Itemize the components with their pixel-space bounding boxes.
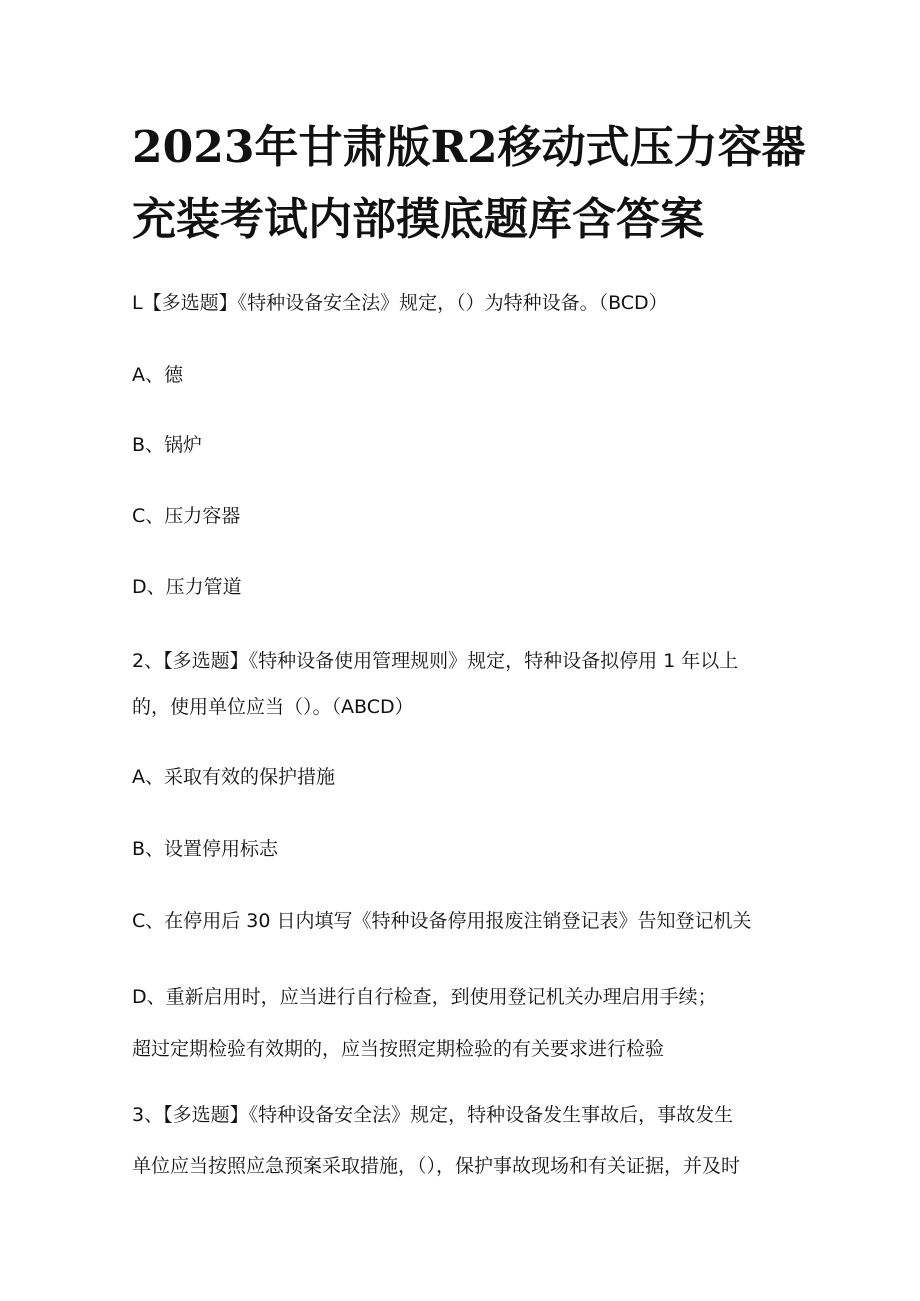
document-title-line-1 [132, 118, 806, 178]
title-subject: 移动式压力容器 [497, 122, 806, 173]
question-2-option-d-line-1: D、重新启用时，应当进行自行检查，到使用登记机关办理启用手续； [132, 986, 717, 1008]
title-region: 年甘肃版 [254, 122, 431, 173]
question-1-option-c: C、压力容器 [132, 505, 241, 527]
question-1-option-b: B、锅炉 [132, 434, 203, 456]
title-code: R2 [430, 122, 498, 173]
question-1-option-a: A、德 [132, 364, 183, 386]
question-2-option-b: B、设置停用标志 [132, 838, 279, 860]
question-2-option-c: C、在停用后 30 日内填写《特种设备停用报废注销登记表》告知登记机关 [132, 910, 752, 932]
title-year: 2023 [132, 122, 255, 173]
question-2-option-a: A、采取有效的保护措施 [132, 766, 335, 788]
document-title-line-2: 充装考试内部摸底题库含答案 [132, 194, 704, 245]
question-2-option-d-line-2: 超过定期检验有效期的，应当按照定期检验的有关要求进行检验 [132, 1038, 665, 1060]
question-2-text-line-2: 的，使用单位应当（）。（ABCD） [132, 696, 414, 718]
question-3-text-line-2: 单位应当按照应急预案采取措施，（），保护事故现场和有关证据，并及时 [132, 1155, 741, 1177]
question-2-text-line-1: 2、【多选题】《特种设备使用管理规则》规定，特种设备拟停用 1 年以上 [132, 650, 739, 672]
question-3-text-line-1: 3、【多选题】《特种设备安全法》规定，特种设备发生事故后，事故发生 [132, 1104, 734, 1126]
question-1-text: L【多选题】《特种设备安全法》规定，（）为特种设备。（BCD） [132, 292, 668, 314]
question-1-option-d: D、压力管道 [132, 576, 242, 598]
